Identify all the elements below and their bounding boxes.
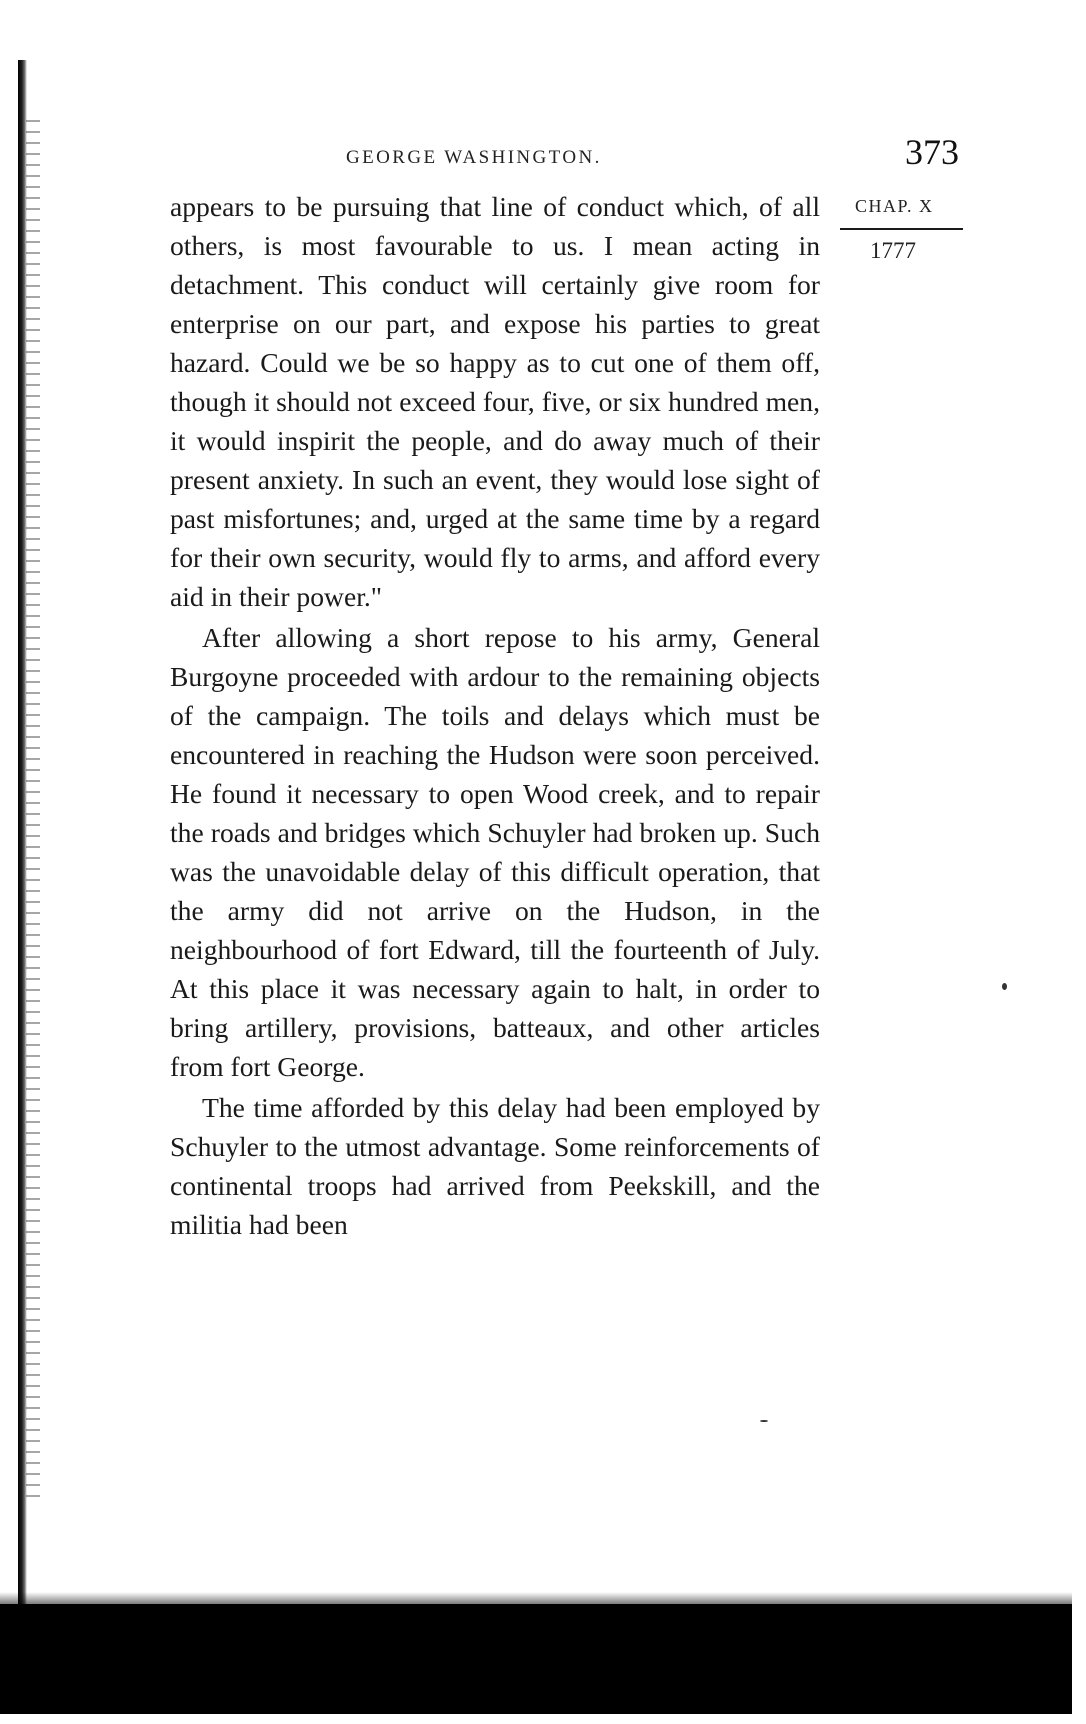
body-text <box>170 187 820 1244</box>
spine-edge-texture <box>26 120 40 1500</box>
paragraph-burgoyne: After allowing a short repose to his army, General Burgoyne proceeded with ardour to the remaining objects of the campaign. The toils and delays which must be encountered in reaching the Hudson were soon perceived. He found it necessary to open Wood creek, and to repair the roads and bridges which Schuyler had broken up. Such was the unavoidable delay of this difficult operation, that the army did not arrive on the Hudson, in the neighbourhood of fort Edward, till the fourteenth of July. At this place it was necessary again to halt, in order to bring artillery, provisions, batteaux, and other articles from fort George. <box>170 622 820 1082</box>
chapter-label: CHAP. X <box>855 196 934 216</box>
scan-speck <box>760 1420 768 1422</box>
scan-speck <box>1002 983 1007 990</box>
bottom-scan-border <box>0 1604 1072 1714</box>
margin-divider <box>840 228 963 230</box>
paragraph-quote-continuation: appears to be pursuing that line of conduct which, of all others, is most favourable to us. I mean acting in detachment. This conduct will certainly give room for enterprise on our part, and expose his parties to great hazard. Could we be so happy as to cut one of them off, though it should not exceed four, five, or six hundred men, it would inspirit the people, and do away much of their present anxiety. In such an event, they would lose sight of past misfortunes; and, urged at the same time by a regard for their own security, would fly to arms, and afford every aid in their power." <box>170 191 820 612</box>
paragraph-schuyler: The time afforded by this delay had been employed by Schuyler to the utmost advantage. Some reinforcements of continental troops had arrived from Peekskill, and the militia had been <box>170 1092 820 1240</box>
year-label: 1777 <box>870 238 916 263</box>
page-number: 373 <box>905 132 959 172</box>
running-title: GEORGE WASHINGTON. <box>346 147 602 168</box>
